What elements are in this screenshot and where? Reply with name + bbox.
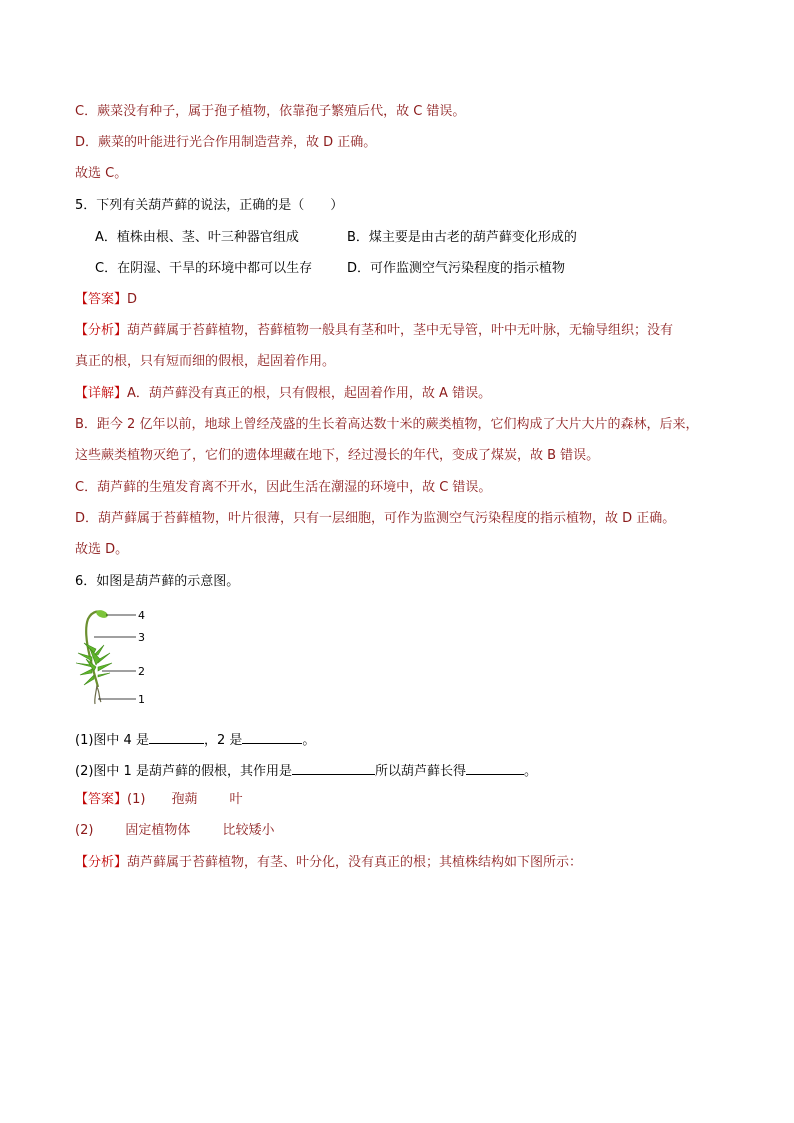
- q5-detail-line-b2: 这些蕨类植物灭绝了，它们的遗体埋藏在地下，经过漫长的年代，变成了煤炭，故 B 错误。: [75, 448, 600, 463]
- q5-detail-line-d: D．葫芦藓属于苔藓植物，叶片很薄，只有一层细胞，可作为监测空气污染程度的指示植物，故 D 正确。: [75, 511, 676, 526]
- q5-answer-line: [75, 291, 137, 309]
- detail-tag: 【详解】: [75, 386, 128, 401]
- q6-answer-2-value-2: 比较矮小: [222, 823, 275, 838]
- q6-stem: 6．如图是葫芦藓的示意图。: [75, 574, 240, 589]
- q6-analysis-line: [75, 854, 582, 872]
- q5-choose-line: 故选 D。: [75, 542, 129, 557]
- label-1: 1: [138, 693, 145, 706]
- prev-option-d-explanation: D．蕨菜的叶能进行光合作用制造营养，故 D 正确。: [75, 135, 377, 150]
- q5-stem: 5．下列有关葫芦藓的说法，正确的是（ ）: [75, 198, 344, 213]
- q6-answer-1-value-2: 叶: [229, 792, 243, 807]
- q5-detail-line-c: C．葫芦藓的生殖发育离不开水，因此生活在潮湿的环境中，故 C 错误。: [75, 480, 492, 495]
- q6-sub2-part-b: 所以葫芦藓长得: [374, 764, 466, 779]
- prev-option-c-explanation: C．蕨菜没有种子，属于孢子植物，依靠孢子繁殖后代，故 C 错误。: [75, 104, 466, 119]
- q6-answer-2-value-1: 固定植物体: [125, 823, 191, 838]
- q6-sub2: [75, 760, 537, 781]
- q6-answer-line-1: [75, 791, 242, 809]
- answer-tag: 【答案】: [75, 292, 128, 307]
- moss-rhizoids: [95, 685, 101, 704]
- q5-option-d: D．可作监测空气污染程度的指示植物: [347, 261, 566, 276]
- blank-function[interactable]: [292, 760, 375, 775]
- analysis-tag: 【分析】: [75, 855, 128, 870]
- prev-choose-line: 故选 C。: [75, 166, 128, 181]
- moss-leaves: [76, 643, 112, 685]
- q5-detail-line-b1: B．距今 2 亿年以前，地球上曾经茂盛的生长着高达数十米的蕨类植物，它们构成了大片大片的森林，后来，: [75, 417, 699, 432]
- q6-sub1-part-c: 。: [302, 733, 316, 748]
- analysis-tag: 【分析】: [75, 323, 128, 338]
- blank-size[interactable]: [466, 760, 524, 775]
- q6-sub2-part-c: 。: [523, 764, 537, 779]
- q6-analysis-text: 葫芦藓属于苔藓植物，有茎、叶分化，没有真正的根；其植株结构如下图所示：: [127, 855, 583, 870]
- q5-option-a: A．植株由根、茎、叶三种器官组成: [95, 230, 299, 245]
- blank-2[interactable]: [242, 729, 302, 744]
- q6-sub1-part-a: (1)图中 4 是: [75, 733, 149, 748]
- q5-answer-value: D: [127, 292, 138, 307]
- moss-diagram: [70, 605, 160, 710]
- q6-answer-line-2: [75, 822, 274, 840]
- q6-answer-num-1: (1): [127, 792, 146, 807]
- q6-sub1-part-b: ，2 是: [203, 733, 243, 748]
- label-4: 4: [138, 609, 145, 622]
- blank-4[interactable]: [149, 729, 204, 744]
- q6-sub1: [75, 729, 315, 750]
- moss-capsule: [95, 609, 109, 620]
- q5-analysis-line-1: [75, 322, 673, 340]
- q6-sub2-part-a: (2)图中 1 是葫芦藓的假根，其作用是: [75, 764, 292, 779]
- label-2: 2: [138, 665, 145, 678]
- q5-detail-text-a: A．葫芦藓没有真正的根，只有假根，起固着作用，故 A 错误。: [127, 386, 492, 401]
- q6-answer-1-value-1: 孢蒴: [171, 792, 198, 807]
- label-3: 3: [138, 631, 145, 644]
- q5-option-b: B．煤主要是由古老的葫芦藓变化形成的: [347, 230, 577, 245]
- q5-analysis-text-1: 葫芦藓属于苔藓植物，苔藓植物一般具有茎和叶，茎中无导管，叶中无叶脉，无输导组织；没有: [127, 323, 674, 338]
- q5-detail-line-a: [75, 385, 491, 403]
- answer-tag: 【答案】: [75, 792, 128, 807]
- q5-option-c: C．在阴湿、干旱的环境中都可以生存: [95, 261, 313, 276]
- q6-answer-num-2: (2): [75, 823, 94, 838]
- q5-analysis-line-2: 真正的根，只有短而细的假根，起固着作用。: [75, 354, 336, 369]
